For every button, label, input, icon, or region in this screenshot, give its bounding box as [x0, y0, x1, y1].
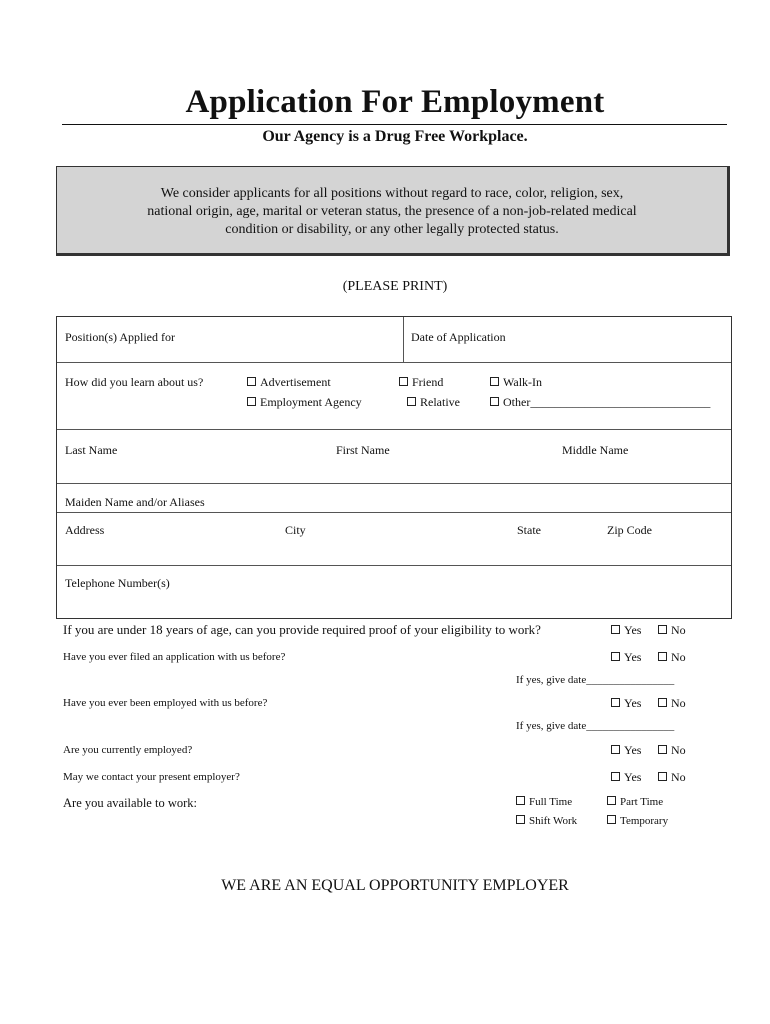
checkbox-icon [607, 796, 616, 805]
checkbox-icon [658, 745, 667, 754]
checkbox-icon [611, 772, 620, 781]
checkbox-icon [611, 745, 620, 754]
checkbox-icon [247, 377, 256, 386]
first-name-field[interactable]: First Name [336, 443, 390, 457]
advertisement-checkbox[interactable]: Advertisement [247, 375, 331, 390]
row-divider [57, 429, 731, 430]
relative-checkbox[interactable]: Relative [407, 395, 460, 410]
row-divider [57, 512, 731, 513]
shift-work-checkbox[interactable]: Shift Work [516, 815, 577, 827]
employment-agency-checkbox[interactable]: Employment Agency [247, 395, 362, 410]
positions-applied-field[interactable]: Position(s) Applied for [65, 330, 175, 344]
checkbox-icon [407, 397, 416, 406]
filed-before-question: Have you ever filed an application with us before? [63, 651, 286, 663]
friend-checkbox[interactable]: Friend [399, 375, 443, 390]
row-divider [57, 483, 731, 484]
checkbox-icon [490, 397, 499, 406]
zip-code-field[interactable]: Zip Code [607, 523, 652, 537]
column-divider [403, 317, 404, 362]
employed-before-no-checkbox[interactable]: No [658, 696, 686, 711]
employed-before-question: Have you ever been employed with us before? [63, 697, 268, 709]
contact-employer-no-checkbox[interactable]: No [658, 770, 686, 785]
middle-name-field[interactable]: Middle Name [562, 443, 629, 457]
page-title: Application For Employment [185, 84, 605, 120]
full-time-checkbox[interactable]: Full Time [516, 796, 572, 808]
checkbox-icon [516, 796, 525, 805]
checkbox-icon [516, 815, 525, 824]
checkbox-icon [658, 698, 667, 707]
title-underline [62, 124, 727, 125]
row-divider [57, 362, 731, 363]
city-field[interactable]: City [285, 523, 306, 537]
checkbox-icon [399, 377, 408, 386]
temporary-checkbox[interactable]: Temporary [607, 815, 668, 827]
checkbox-icon [490, 377, 499, 386]
date-of-application-field[interactable]: Date of Application [411, 330, 506, 344]
checkbox-icon [247, 397, 256, 406]
currently-employed-question: Are you currently employed? [63, 744, 193, 756]
please-print-note: (PLEASE PRINT) [342, 279, 448, 294]
checkbox-icon [658, 772, 667, 781]
address-field[interactable]: Address [65, 523, 105, 537]
checkbox-icon [658, 625, 667, 634]
filed-before-date-field[interactable]: If yes, give date________________ [516, 674, 675, 686]
contact-employer-question: May we contact your present employer? [63, 771, 240, 783]
state-field[interactable]: State [517, 523, 541, 537]
learn-about-us-label: How did you learn about us? [65, 375, 204, 389]
checkbox-icon [611, 698, 620, 707]
contact-employer-yes-checkbox[interactable]: Yes [611, 770, 641, 785]
row-divider [57, 565, 731, 566]
currently-employed-yes-checkbox[interactable]: Yes [611, 743, 641, 758]
under-18-question: If you are under 18 years of age, can you provide required proof of your eligibility to work? [63, 622, 541, 637]
notice-line-1: We consider applicants for all positions without regard to race, color, religion, sex, [160, 186, 624, 201]
under-18-no-checkbox[interactable]: No [658, 623, 686, 638]
telephone-field[interactable]: Telephone Number(s) [65, 576, 170, 590]
equal-opportunity-footer: WE ARE AN EQUAL OPPORTUNITY EMPLOYER [221, 877, 569, 894]
eeo-notice-box [56, 166, 730, 256]
checkbox-icon [611, 625, 620, 634]
maiden-name-field[interactable]: Maiden Name and/or Aliases [65, 495, 205, 509]
notice-line-2: national origin, age, marital or veteran status, the presence of a non-job-related medical [147, 204, 637, 219]
availability-question: Are you available to work: [63, 796, 197, 810]
part-time-checkbox[interactable]: Part Time [607, 796, 663, 808]
currently-employed-no-checkbox[interactable]: No [658, 743, 686, 758]
filed-before-yes-checkbox[interactable]: Yes [611, 650, 641, 665]
checkbox-icon [611, 652, 620, 661]
last-name-field[interactable]: Last Name [65, 443, 118, 457]
page-subtitle: Our Agency is a Drug Free Workplace. [262, 128, 528, 145]
notice-line-3: condition or disability, or any other legally protected status. [225, 222, 559, 237]
filed-before-no-checkbox[interactable]: No [658, 650, 686, 665]
walk-in-checkbox[interactable]: Walk-In [490, 375, 542, 390]
other-checkbox[interactable]: Other______________________________ [490, 395, 710, 410]
employed-before-date-field[interactable]: If yes, give date________________ [516, 720, 675, 732]
under-18-yes-checkbox[interactable]: Yes [611, 623, 641, 638]
checkbox-icon [658, 652, 667, 661]
checkbox-icon [607, 815, 616, 824]
employed-before-yes-checkbox[interactable]: Yes [611, 696, 641, 711]
